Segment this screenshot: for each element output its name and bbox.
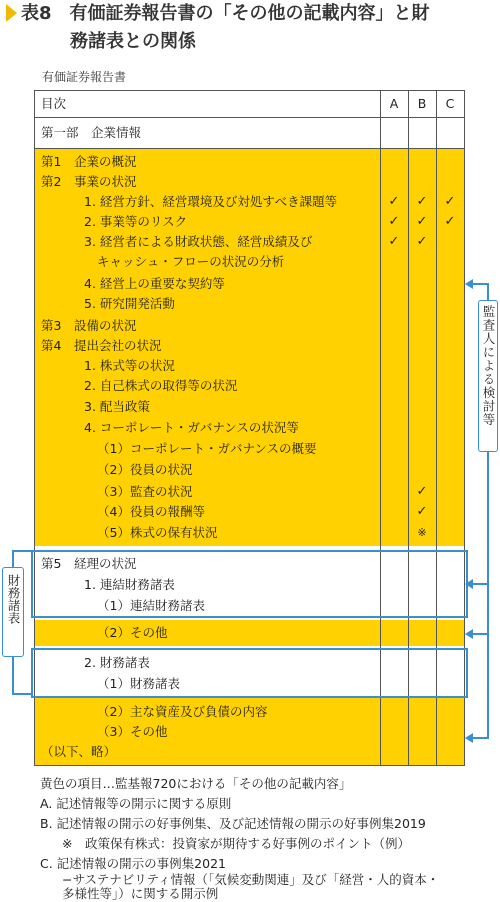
row-13: 4. コーポレート・ガバナンスの状況等 [84, 420, 299, 435]
row-16: （3）監査の状況 [97, 484, 193, 499]
note-c-line3: 多様性等」）に関する開示例 [62, 886, 219, 901]
row-26: （3）その他 [97, 724, 168, 739]
row-10: 1. 株式等の状況 [84, 358, 175, 373]
row-14: （1）コーポレート・ガバナンスの概要 [97, 441, 317, 456]
row-25: （2）主な資産及び負債の内容 [97, 704, 268, 719]
note-b-asterisk: ※ 政策保有株式：投資家が期待する好事例のポイント（例） [62, 836, 410, 851]
auditor-review-label: 監査人による検討等 [478, 300, 498, 452]
header-toc: 目次 [41, 96, 67, 111]
row-23: 2. 財務諸表 [84, 655, 150, 670]
note-c-line2: −サステナビリティ情報（「気候変動関連」及び「経営・人的資本・ [62, 872, 440, 887]
row-3: 1. 経営方針、経営環境及び対処すべき課題等 [84, 194, 338, 209]
header-col-a: A [389, 96, 399, 111]
row-1: 第1 企業の概況 [41, 154, 137, 169]
note-b: B. 記述情報の開示の好事例集、及び記述情報の開示の好事例集2019 [40, 816, 426, 831]
figure-title-line2: 務諸表との関係 [70, 31, 196, 52]
check-c-row4: ✓ [444, 214, 456, 229]
fs-bracket-standalone [31, 648, 468, 698]
row-6: 4. 経営上の重要な契約等 [84, 276, 225, 291]
row-21: （1）連結財務諸表 [97, 598, 205, 613]
row-7: 5. 研究開発活動 [84, 296, 175, 311]
title-marker-icon [6, 4, 17, 22]
row-8: 第3 設備の状況 [41, 318, 137, 333]
check-b-row4: ✓ [416, 214, 428, 229]
financial-statements-label: 財務諸表 [2, 567, 24, 657]
note-a: A. 記述情報等の開示に関する原則 [40, 796, 232, 811]
table-caption: 有価証券報告書 [42, 70, 127, 84]
row-5: 3. 経営者による財政状態、経営成績及び [84, 234, 313, 249]
check-a-row4: ✓ [388, 214, 400, 229]
row-27: （以下、略） [41, 744, 117, 759]
row-17: （4）役員の報酬等 [97, 504, 205, 519]
figure-title-line1: 表8 有価証券報告書の「その他の記載内容」と財 [21, 3, 430, 24]
note-mark-b-row18: ※ [417, 526, 427, 539]
fs-bracket-consolidated [31, 550, 468, 618]
check-b-row5: ✓ [416, 234, 428, 249]
check-a-row5: ✓ [388, 234, 400, 249]
arrow-to-other1 [465, 579, 473, 589]
row-2: 第2 事業の状況 [41, 174, 137, 189]
row-15: （2）役員の状況 [97, 462, 193, 477]
row-9: 第4 提出会社の状況 [41, 338, 162, 353]
row-12: 3. 配当政策 [84, 399, 150, 414]
row-20: 1. 連結財務諸表 [84, 577, 175, 592]
check-b-row3: ✓ [416, 194, 428, 209]
row-11: 2. 自己株式の取得等の状況 [84, 378, 238, 393]
row-24: （1）財務諸表 [97, 676, 180, 691]
row-18: （5）株式の保有状況 [97, 525, 218, 540]
arrow-to-main [465, 279, 473, 289]
note-c: C. 記述情報の開示の事例集2021 [40, 856, 226, 871]
part1-heading: 第一部 企業情報 [41, 125, 142, 140]
header-col-c: C [445, 96, 455, 111]
check-a-row3: ✓ [388, 194, 400, 209]
check-c-row3: ✓ [444, 194, 456, 209]
row-19: 第5 経理の状況 [41, 556, 137, 571]
note-yellow: 黄色の項目…監基報720における「その他の記載内容」 [40, 776, 352, 791]
check-b-row17: ✓ [416, 504, 428, 519]
check-b-row16: ✓ [416, 484, 428, 499]
arrow-to-fs-details [465, 733, 473, 743]
row-4: 2. 事業等のリスク [84, 214, 188, 229]
arrow-to-other2 [465, 629, 473, 639]
row-5-cont: キャッシュ・フローの状況の分析 [97, 254, 285, 269]
row-22: （2）その他 [97, 625, 168, 640]
header-col-b: B [417, 96, 427, 111]
